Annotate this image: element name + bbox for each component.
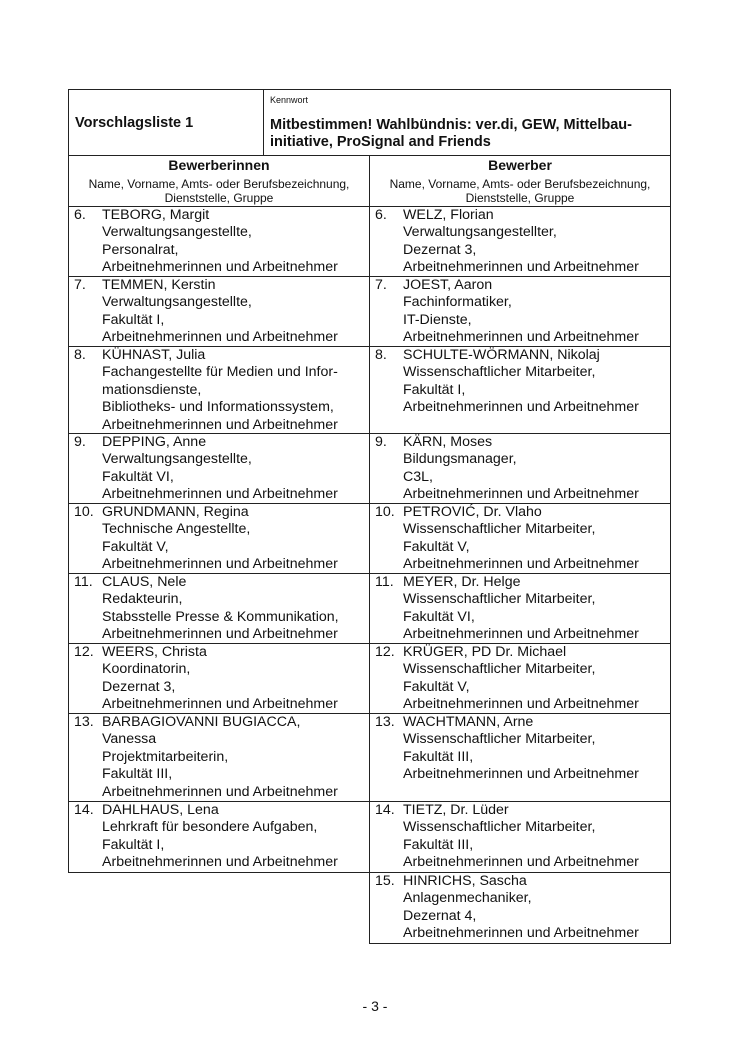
entry-line: Dezernat 3, — [102, 678, 176, 695]
entry-line: TEMMEN, Kerstin — [102, 277, 216, 293]
entry-number: 6. — [74, 207, 86, 223]
entry-line: KÜHNAST, Julia — [102, 347, 206, 363]
entry-line: Arbeitnehmerinnen und Arbeitnehmer — [102, 416, 338, 433]
right-entry — [369, 643, 671, 714]
entry-line: Fakultät III, — [102, 766, 173, 783]
entry-line: GRUNDMANN, Regina — [102, 504, 249, 520]
entry-line: PETROVIĆ, Dr. Vlaho — [403, 504, 542, 520]
entry-line: Arbeitnehmerinnen und Arbeitnehmer — [102, 556, 338, 573]
entry-line: TEBORG, Margit — [102, 207, 210, 223]
entry-line: Arbeitnehmerinnen und Arbeitnehmer — [102, 626, 338, 643]
entry-line: mationsdienste, — [102, 381, 202, 398]
right-entry — [369, 276, 671, 347]
entry-line: Dezernat 3, — [403, 241, 477, 258]
right-column-subtitle-1: Name, Vorname, Amts- oder Berufsbezeichnung, — [389, 177, 651, 191]
entry-line: Technische Angestellte, — [102, 521, 251, 538]
entry-line: Arbeitnehmerinnen und Arbeitnehmer — [403, 766, 639, 783]
entry-line: Arbeitnehmerinnen und Arbeitnehmer — [102, 486, 338, 503]
entry-line: JOEST, Aaron — [403, 277, 493, 293]
left-entry — [68, 276, 370, 347]
right-column-subtitle-2: Dienststelle, Gruppe — [465, 191, 575, 205]
entry-line: Arbeitnehmerinnen und Arbeitnehmer — [403, 259, 639, 276]
entry-line: Wissenschaftlicher Mitarbeiter, — [403, 661, 596, 678]
entry-line: Fakultät I, — [102, 311, 165, 328]
entry-number: 13. — [375, 714, 395, 730]
entry-line: Fakultät III, — [403, 748, 474, 765]
entry-line: Verwaltungsangestellte, — [102, 224, 252, 241]
list-label: Vorschlagsliste 1 — [75, 115, 194, 131]
entry-line: Wissenschaftlicher Mitarbeiter, — [403, 364, 596, 381]
entry-number: 15. — [375, 873, 395, 889]
entry-line: Arbeitnehmerinnen und Arbeitnehmer — [403, 556, 639, 573]
kennwort-label: Kennwort — [270, 95, 309, 105]
entry-number: 8. — [74, 347, 86, 363]
entry-line: Wissenschaftlicher Mitarbeiter, — [403, 521, 596, 538]
right-entry — [369, 206, 671, 277]
right-entry — [369, 503, 671, 574]
entry-line: Stabsstelle Presse & Kommunikation, — [102, 608, 339, 625]
entry-line: C3L, — [403, 468, 433, 485]
entry-line: Fakultät VI, — [102, 468, 174, 485]
entry-line: IT-Dienste, — [403, 311, 472, 328]
left-column-title: Bewerberinnen — [168, 157, 270, 173]
entry-line: DEPPING, Anne — [102, 434, 207, 450]
entry-line: KRÜGER, PD Dr. Michael — [403, 644, 567, 660]
right-column-title: Bewerber — [488, 157, 552, 173]
entry-line: Arbeitnehmerinnen und Arbeitnehmer — [102, 783, 338, 800]
right-entry — [369, 433, 671, 504]
right-entry — [369, 801, 671, 873]
entry-number: 11. — [74, 574, 93, 590]
entry-line: TIETZ, Dr. Lüder — [403, 802, 509, 818]
entry-line: WACHTMANN, Arne — [403, 714, 534, 730]
entry-number: 12. — [74, 644, 94, 660]
entry-number: 8. — [375, 347, 387, 363]
left-entry — [68, 206, 370, 277]
entry-line: MEYER, Dr. Helge — [403, 574, 521, 590]
entry-number: 11. — [375, 574, 394, 590]
entry-line: CLAUS, Nele — [102, 574, 187, 590]
entry-line: Wissenschaftlicher Mitarbeiter, — [403, 819, 596, 836]
entry-number: 10. — [375, 504, 395, 520]
entry-line: Arbeitnehmerinnen und Arbeitnehmer — [102, 329, 338, 346]
entry-line: Verwaltungsangestellte, — [102, 451, 252, 468]
entry-number: 9. — [74, 434, 86, 450]
entry-line: Arbeitnehmerinnen und Arbeitnehmer — [403, 626, 639, 643]
entry-number: 7. — [74, 277, 86, 293]
entry-line: Verwaltungsangestellter, — [403, 224, 557, 241]
entry-line: Fachangestellte für Medien und Infor- — [102, 364, 338, 381]
entry-line: Verwaltungsangestellte, — [102, 294, 252, 311]
entry-number: 12. — [375, 644, 395, 660]
entry-line: WELZ, Florian — [403, 207, 494, 223]
entry-line: Dezernat 4, — [403, 907, 477, 924]
entry-line: Arbeitnehmerinnen und Arbeitnehmer — [102, 259, 338, 276]
entry-line: Arbeitnehmerinnen und Arbeitnehmer — [403, 486, 639, 503]
entry-line: Arbeitnehmerinnen und Arbeitnehmer — [102, 854, 338, 871]
entry-line: KÄRN, Moses — [403, 434, 493, 450]
kennwort-line-2: initiative, ProSignal and Friends — [270, 134, 491, 150]
left-entry — [68, 433, 370, 504]
entry-line: Fachinformatiker, — [403, 294, 512, 311]
entry-line: WEERS, Christa — [102, 644, 207, 660]
left-entry — [68, 713, 370, 802]
entry-line: Redakteurin, — [102, 591, 183, 608]
entry-line: Wissenschaftlicher Mitarbeiter, — [403, 731, 596, 748]
left-entry — [68, 346, 370, 434]
left-column-subtitle-1: Name, Vorname, Amts- oder Berufsbezeichnung, — [88, 177, 350, 191]
entry-number: 6. — [375, 207, 387, 223]
entry-line: Fakultät III, — [403, 836, 474, 853]
entry-line: Bildungsmanager, — [403, 451, 517, 468]
entry-line: Personalrat, — [102, 241, 179, 258]
entry-line: Koordinatorin, — [102, 661, 191, 678]
entry-line: Arbeitnehmerinnen und Arbeitnehmer — [102, 696, 338, 713]
entry-line: Fakultät V, — [403, 678, 470, 695]
entry-number: 14. — [375, 802, 395, 818]
entry-line: Wissenschaftlicher Mitarbeiter, — [403, 591, 596, 608]
left-column-subtitle-2: Dienststelle, Gruppe — [164, 191, 274, 205]
entry-line: Fakultät I, — [102, 836, 165, 853]
right-entry — [369, 346, 671, 434]
left-entry — [68, 801, 370, 873]
entry-line: Fakultät V, — [403, 538, 470, 555]
entry-line: DAHLHAUS, Lena — [102, 802, 219, 818]
entry-line: Lehrkraft für besondere Aufgaben, — [102, 819, 318, 836]
entry-line: Bibliotheks- und Informationssystem, — [102, 399, 334, 416]
entry-line: Fakultät V, — [102, 538, 169, 555]
entry-number: 9. — [375, 434, 387, 450]
entry-line: HINRICHS, Sascha — [403, 873, 527, 889]
entry-line: SCHULTE-WÖRMANN, Nikolaj — [403, 347, 600, 363]
entry-line: Arbeitnehmerinnen und Arbeitnehmer — [403, 925, 639, 942]
entry-line: Anlagenmechaniker, — [403, 890, 532, 907]
entry-number: 13. — [74, 714, 94, 730]
entry-line: Fakultät I, — [403, 381, 466, 398]
entry-number: 10. — [74, 504, 94, 520]
right-entry — [369, 713, 671, 802]
entry-number: 7. — [375, 277, 387, 293]
right-entry — [369, 573, 671, 644]
left-entry — [68, 573, 370, 644]
page-number: - 3 - — [362, 998, 388, 1014]
entry-line: Arbeitnehmerinnen und Arbeitnehmer — [403, 399, 639, 416]
kennwort-line-1: Mitbestimmen! Wahlbündnis: ver.di, GEW, Mittelbau- — [270, 117, 632, 133]
entry-line: Arbeitnehmerinnen und Arbeitnehmer — [403, 329, 639, 346]
entry-line: Fakultät VI, — [403, 608, 475, 625]
left-entry — [68, 503, 370, 574]
left-entry — [68, 643, 370, 714]
right-entry — [369, 872, 671, 944]
entry-number: 14. — [74, 802, 94, 818]
entry-line: Arbeitnehmerinnen und Arbeitnehmer — [403, 854, 639, 871]
entry-line: Vanessa — [102, 731, 157, 748]
entry-line: Arbeitnehmerinnen und Arbeitnehmer — [403, 696, 639, 713]
entry-line: Projektmitarbeiterin, — [102, 748, 229, 765]
kennwort-divider — [263, 89, 264, 156]
entry-line: BARBAGIOVANNI BUGIACCA, — [102, 714, 301, 730]
